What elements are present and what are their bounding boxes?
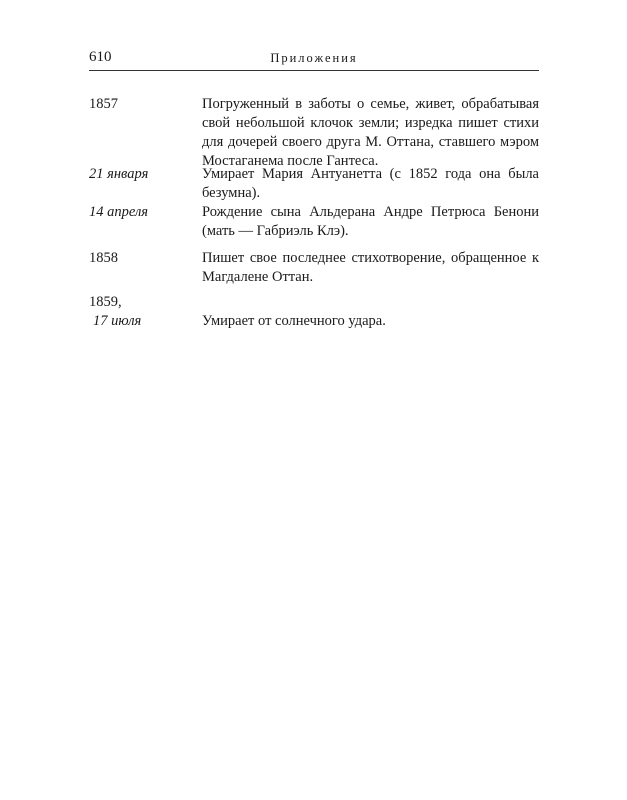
- entry-date: 1857: [89, 96, 118, 112]
- chronology-entry: [89, 165, 539, 203]
- entry-date: 14 апреля: [89, 204, 149, 220]
- chronology-entry: [89, 249, 539, 293]
- chronology-entry: [89, 203, 539, 249]
- entry-date-year: 1859,: [89, 294, 122, 310]
- page-number: 610: [89, 49, 112, 65]
- entry-text: Пишет свое последнее стихотворение, обращенное к Магдалене Оттан.: [202, 250, 539, 285]
- entry-date-day: 17 июля: [93, 313, 142, 329]
- entry-text: Рождение сына Альдерана Андре Петрюса Бенони (мать — Габриэль Клэ).: [202, 204, 539, 239]
- entry-date: [89, 293, 199, 331]
- entry-text: Умирает от солнечного удара.: [202, 313, 386, 329]
- chronology-list: [89, 95, 539, 333]
- page-header: [89, 48, 539, 71]
- entry-text: Погруженный в заботы о семье, живет, обрабатывая свой небольшой клочок земли; изредка пишет стихи для дочерей своего друга М. Оттана, ставшего мэром Мостаганема после Гантеса.: [202, 96, 539, 169]
- chronology-entry: [89, 95, 539, 169]
- entry-date: 21 января: [89, 166, 149, 182]
- entry-date: 1858: [89, 250, 118, 266]
- chronology-entry: [89, 293, 539, 333]
- running-title: Приложения: [270, 51, 358, 65]
- entry-text: Умирает Мария Антуанетта (с 1852 года она была безумна).: [202, 166, 539, 201]
